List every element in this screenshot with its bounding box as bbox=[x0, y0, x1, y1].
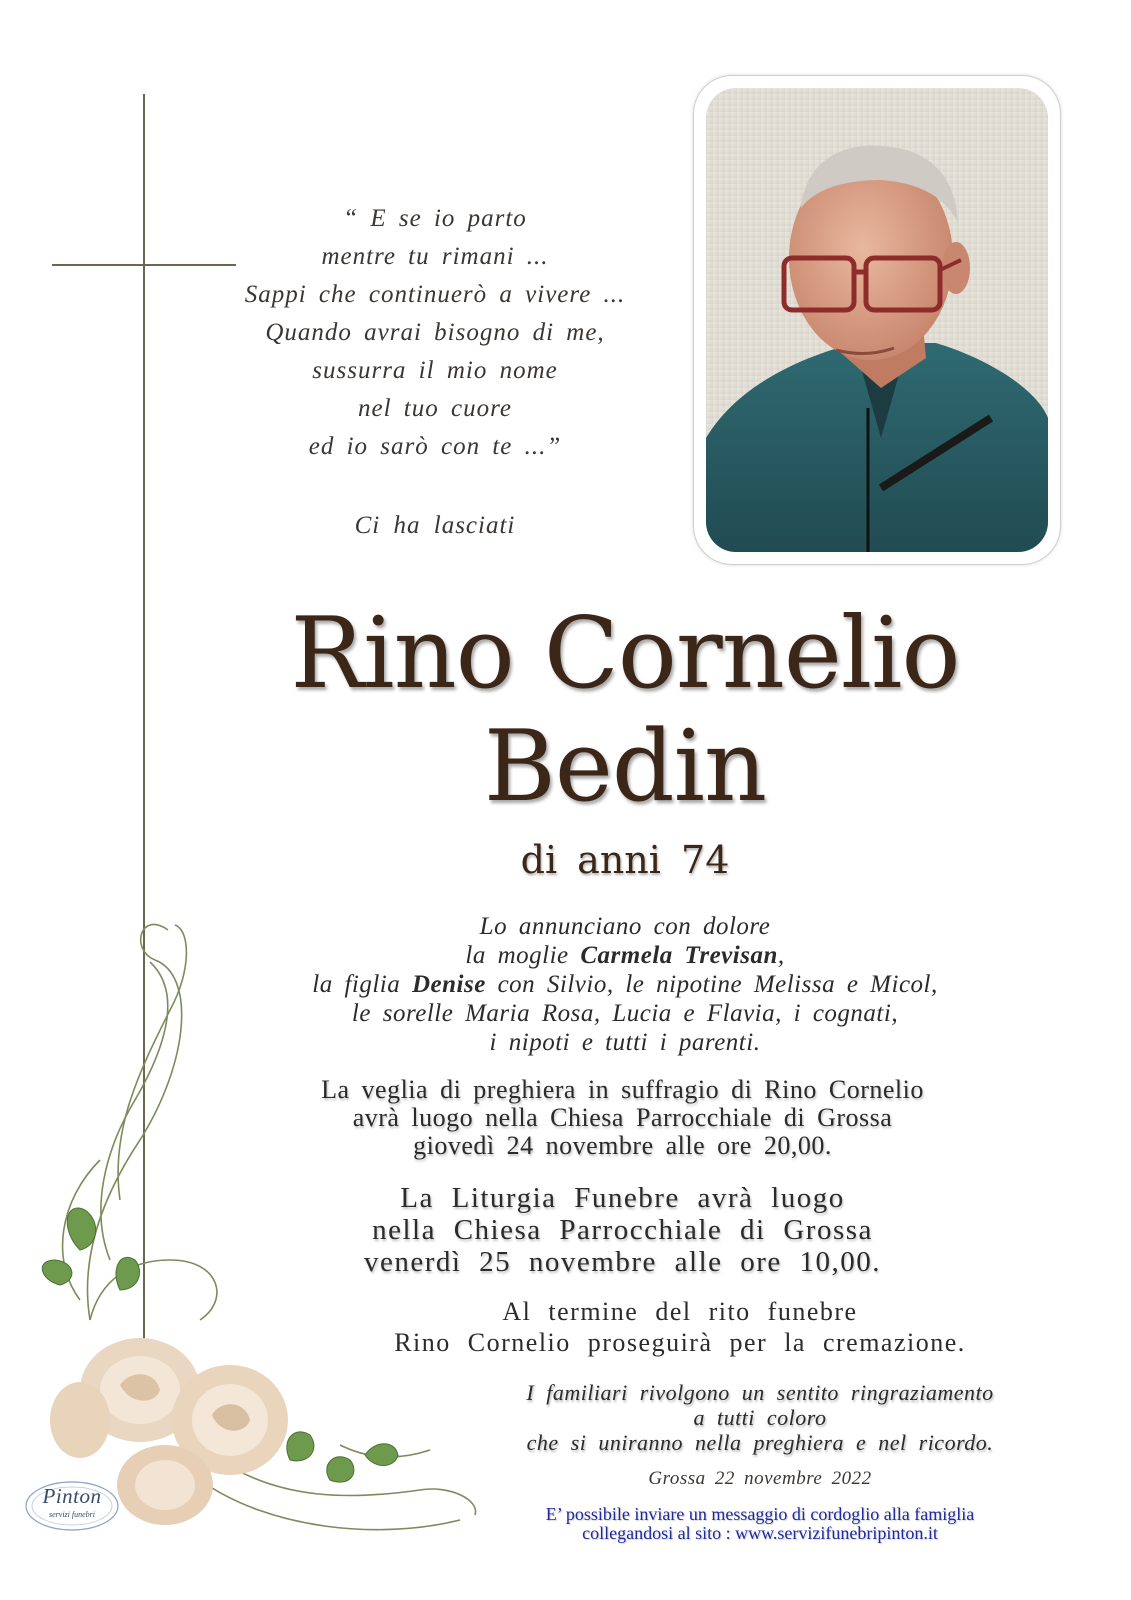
pinton-logo bbox=[22, 1478, 122, 1536]
cremation-line: Rino Cornelio proseguirà per la cremazione. bbox=[394, 1328, 966, 1357]
poem-line: “ E se io parto bbox=[343, 205, 527, 232]
announcement-text: la figlia bbox=[312, 971, 412, 998]
thanks-line: I familiari rivolgono un sentito ringraziamento bbox=[526, 1380, 994, 1405]
poem-line: Sappi che continuerò a vivere ... bbox=[244, 281, 626, 308]
portrait-frame bbox=[694, 76, 1060, 564]
cross-icon-horizontal-bar bbox=[52, 264, 236, 266]
cremation-line: Al termine del rito funebre bbox=[502, 1297, 858, 1326]
poem-line: mentre tu rimani ... bbox=[321, 243, 549, 270]
portrait-photo bbox=[706, 88, 1048, 552]
vigil-line: giovedì 24 novembre alle ore 20,00. bbox=[413, 1131, 832, 1160]
family-thanks bbox=[450, 1380, 1070, 1455]
liturgy-line: venerdì 25 novembre alle ore 10,00. bbox=[363, 1246, 882, 1278]
date-place: Grossa 22 novembre 2022 bbox=[648, 1468, 872, 1489]
announcement-line: Lo annunciano con dolore bbox=[479, 913, 771, 940]
logo-subtitle: servizi funebri bbox=[49, 1510, 95, 1519]
deceased-first-names: Rino Cornelio bbox=[290, 597, 960, 711]
thanks-line: a tutti coloro bbox=[693, 1405, 827, 1430]
poem-line: nel tuo cuore bbox=[358, 395, 512, 422]
poem-line: sussurra il mio nome bbox=[312, 357, 558, 384]
daughter-name: Denise bbox=[411, 971, 486, 998]
rose-bouquet-decoration bbox=[20, 900, 490, 1560]
condolence-line: E’ possibile inviare un messaggio di cordoglio alla famiglia bbox=[545, 1504, 975, 1524]
ci-ha-lasciati-text: Ci ha lasciati bbox=[354, 512, 516, 539]
deceased-age: di anni 74 bbox=[520, 838, 730, 882]
liturgy-line: nella Chiesa Parrocchiale di Grossa bbox=[372, 1214, 873, 1246]
announcement-text: , bbox=[777, 942, 785, 969]
poem-line: Quando avrai bisogno di me, bbox=[265, 319, 605, 346]
poem-line: ed io sarò con te ...” bbox=[308, 433, 562, 460]
liturgy-line: La Liturgia Funebre avrà luogo bbox=[400, 1182, 845, 1214]
logo-name: Pinton bbox=[42, 1484, 102, 1508]
thanks-line: che si uniranno nella preghiera e nel ricordo. bbox=[526, 1430, 994, 1455]
announcement-line: le sorelle Maria Rosa, Lucia e Flavia, i cognati, bbox=[351, 1000, 899, 1027]
announcement-text: con Silvio, le nipotine Melissa e Micol, bbox=[485, 971, 938, 998]
announcement-line: i nipoti e tutti i parenti. bbox=[489, 1029, 761, 1056]
vigil-line: avrà luogo nella Chiesa Parrocchiale di Grossa bbox=[352, 1103, 893, 1132]
vigil-line: La veglia di preghiera in suffragio di Rino Cornelio bbox=[321, 1075, 924, 1104]
deceased-surname: Bedin bbox=[483, 710, 767, 824]
condolence-url[interactable]: collegandosi al sito : www.servizifunebripinton.it bbox=[582, 1523, 938, 1543]
wife-name: Carmela Trevisan bbox=[580, 942, 778, 969]
announcement-text: la moglie bbox=[465, 942, 581, 969]
condolence-message-link[interactable] bbox=[440, 1505, 1080, 1543]
poem bbox=[220, 200, 650, 466]
